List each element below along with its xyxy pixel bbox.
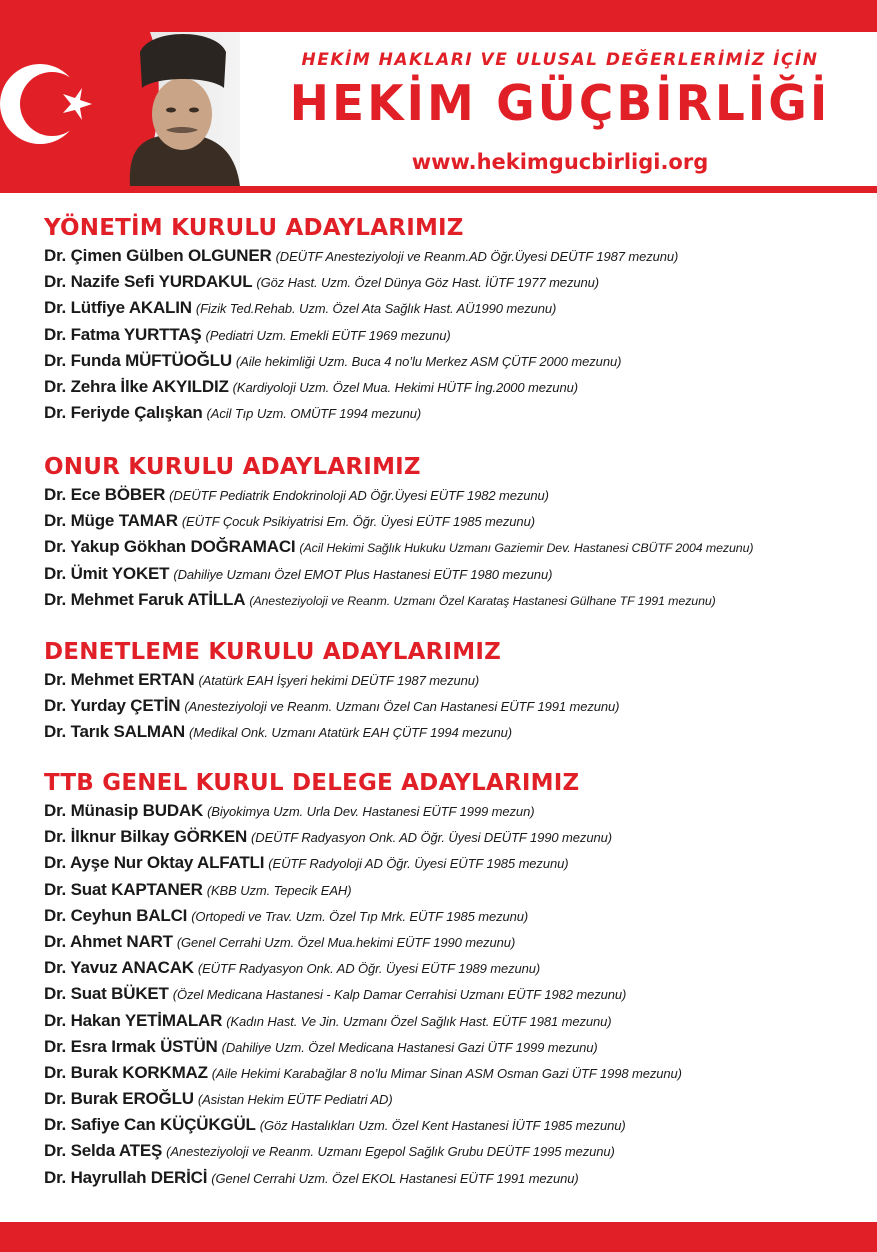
candidate-row xyxy=(44,1034,864,1060)
candidate-row xyxy=(44,981,864,1007)
candidate-details: (EÜTF Radyoloji AD Öğr. Üyesi EÜTF 1985 mezunu) xyxy=(268,856,569,872)
candidate-details: (Atatürk EAH İşyeri hekimi DEÜTF 1987 mezunu) xyxy=(198,673,480,688)
candidate-name: Dr. Suat BÜKET xyxy=(44,984,169,1004)
candidate-details: (Aile hekimliği Uzm. Buca 4 no’lu Merkez ASM ÇÜTF 2000 mezunu) xyxy=(235,353,622,369)
candidate-name: Dr. Feriyde Çalışkan xyxy=(44,403,203,423)
candidate-list xyxy=(44,798,864,1191)
section-ttb-genel-kurul xyxy=(44,768,864,1191)
section-title: DENETLEME KURULU ADAYLARIMIZ xyxy=(44,639,502,665)
candidate-name: Dr. İlknur Bilkay GÖRKEN xyxy=(44,827,248,847)
candidate-name: Dr. Tarık SALMAN xyxy=(44,722,186,742)
candidate-row xyxy=(44,903,864,929)
organization-title: HEKİM GÜÇBİRLİĞİ xyxy=(289,74,831,133)
candidate-details: (Anesteziyoloji ve Reanm. Uzmanı Özel Can Hastanesi EÜTF 1991 mezunu) xyxy=(184,699,620,715)
candidate-details: (DEÜTF Anesteziyoloji ve Reanm.AD Öğr.Üyesi DEÜTF 1987 mezunu) xyxy=(275,249,679,264)
candidate-row xyxy=(44,693,864,719)
candidate-details: (Biyokimya Uzm. Urla Dev. Hastanesi EÜTF 1999 mezun) xyxy=(207,804,535,819)
candidate-row xyxy=(44,400,864,426)
candidate-details: (Dahiliye Uzm. Özel Medicana Hastanesi Gazi ÜTF 1999 mezunu) xyxy=(221,1039,598,1055)
candidate-row xyxy=(44,1008,864,1034)
candidate-details: (Dahiliye Uzmanı Özel EMOT Plus Hastanesi EÜTF 1980 mezunu) xyxy=(173,566,553,582)
section-onur-kurulu xyxy=(44,452,864,613)
candidate-name: Dr. Fatma YURTTAŞ xyxy=(44,324,202,344)
candidate-name: Dr. Hayrullah DERİCİ xyxy=(44,1167,208,1187)
candidate-details: (Genel Cerrahi Uzm. Özel Mua.hekimi EÜTF 1990 mezunu) xyxy=(176,934,516,950)
candidate-details: (DEÜTF Radyasyon Onk. AD Öğr. Üyesi DEÜTF 1990 mezunu) xyxy=(251,830,612,846)
candidate-row xyxy=(44,1112,864,1138)
candidate-name: Dr. Mehmet ERTAN xyxy=(44,670,195,689)
candidate-row xyxy=(44,824,864,850)
candidate-row xyxy=(44,850,864,876)
candidate-row xyxy=(44,322,864,348)
candidate-name: Dr. Nazife Sefi YURDAKUL xyxy=(44,272,253,292)
candidate-details: (Özel Medicana Hastanesi - Kalp Damar Cerrahisi Uzmanı EÜTF 1982 mezunu) xyxy=(172,987,627,1003)
candidate-row xyxy=(44,719,864,745)
candidate-row xyxy=(44,534,864,560)
candidate-list xyxy=(44,667,864,746)
section-title: ONUR KURULU ADAYLARIMIZ xyxy=(44,454,421,480)
section-title: YÖNETİM KURULU ADAYLARIMIZ xyxy=(44,215,464,241)
section-yonetim-kurulu xyxy=(44,213,864,426)
candidate-details: (Kadın Hast. Ve Jin. Uzmanı Özel Sağlık Hast. EÜTF 1981 mezunu) xyxy=(226,1013,612,1029)
candidate-details: (Ortopedi ve Trav. Uzm. Özel Tıp Mrk. EÜTF 1985 mezunu) xyxy=(191,908,529,924)
candidate-details: (Aile Hekimi Karabağlar 8 no’lu Mimar Sinan ASM Osman Gazi ÜTF 1998 mezunu) xyxy=(211,1065,682,1081)
candidate-name: Dr. Yavuz ANACAK xyxy=(44,958,194,978)
candidate-name: Dr. Yakup Gökhan DOĞRAMACI xyxy=(44,537,296,557)
candidate-details: (DEÜTF Pediatrik Endokrinoloji AD Öğr.Üyesi EÜTF 1982 mezunu) xyxy=(169,488,549,503)
candidate-row xyxy=(44,269,864,295)
portrait-illustration xyxy=(0,32,240,186)
candidate-row xyxy=(44,955,864,981)
top-red-bar xyxy=(0,0,877,32)
candidate-details: (Genel Cerrahi Uzm. Özel EKOL Hastanesi EÜTF 1991 mezunu) xyxy=(211,1170,579,1186)
candidate-details: (Asistan Hekim EÜTF Pediatri AD) xyxy=(197,1092,393,1108)
bottom-red-bar xyxy=(0,1222,877,1252)
candidate-row xyxy=(44,1060,864,1086)
header-portrait-with-flag xyxy=(0,32,240,186)
candidate-name: Dr. Münasip BUDAK xyxy=(44,801,204,820)
candidate-row xyxy=(44,295,864,321)
candidate-row xyxy=(44,561,864,587)
candidate-name: Dr. Ceyhun BALCI xyxy=(44,905,188,925)
candidate-name: Dr. Ümit YOKET xyxy=(44,563,170,583)
section-title: TTB GENEL KURUL DELEGE ADAYLARIMIZ xyxy=(44,770,580,796)
candidate-details: (Anesteziyoloji ve Reanm. Uzmanı Egepol Sağlık Grubu DEÜTF 1995 mezunu) xyxy=(166,1144,615,1160)
candidate-details: (Kardiyoloji Uzm. Özel Mua. Hekimi HÜTF İng.2000 mezunu) xyxy=(232,379,578,395)
candidate-details: (Göz Hastalıkları Uzm. Özel Kent Hastanesi İÜTF 1985 mezunu) xyxy=(259,1118,626,1134)
candidate-row xyxy=(44,877,864,903)
candidate-row xyxy=(44,243,864,269)
candidate-row xyxy=(44,667,864,693)
candidate-name: Dr. Burak EROĞLU xyxy=(44,1089,194,1109)
candidate-name: Dr. Suat KAPTANER xyxy=(44,879,203,899)
website-url: www.hekimgucbirligi.org xyxy=(411,150,709,174)
candidate-name: Dr. Ece BÖBER xyxy=(44,485,166,504)
candidate-details: (EÜTF Çocuk Psikiyatrisi Em. Öğr. Üyesi EÜTF 1985 mezunu) xyxy=(181,514,535,530)
candidate-row xyxy=(44,798,864,824)
candidate-name: Dr. Yurday ÇETİN xyxy=(44,696,181,716)
candidate-row xyxy=(44,482,864,508)
header-subtitle: HEKİM HAKLARI VE ULUSAL DEĞERLERİMİZ İÇİN xyxy=(301,50,819,70)
candidate-name: Dr. Ahmet NART xyxy=(44,931,173,951)
candidate-name: Dr. Mehmet Faruk ATİLLA xyxy=(44,589,246,609)
candidate-name: Dr. Safiye Can KÜÇÜKGÜL xyxy=(44,1115,256,1135)
candidate-details: (Fizik Ted.Rehab. Uzm. Özel Ata Sağlık Hast. AÜ1990 mezunu) xyxy=(195,301,557,317)
candidate-row xyxy=(44,374,864,400)
candidate-list xyxy=(44,243,864,426)
header-divider xyxy=(0,186,877,193)
candidate-details: (KBB Uzm. Tepecik EAH) xyxy=(206,882,352,898)
candidate-details: (Anesteziyoloji ve Reanm. Uzmanı Özel Karataş Hastanesi Gülhane TF 1991 mezunu) xyxy=(249,593,716,608)
candidate-details: (Medikal Onk. Uzmanı Atatürk EAH ÇÜTF 1994 mezunu) xyxy=(189,725,513,741)
candidate-name: Dr. Selda ATEŞ xyxy=(44,1141,163,1161)
candidate-name: Dr. Zehra İlke AKYILDIZ xyxy=(44,376,229,396)
candidate-details: (Pediatri Uzm. Emekli EÜTF 1969 mezunu) xyxy=(205,327,451,343)
candidate-details: (EÜTF Radyasyon Onk. AD Öğr. Üyesi EÜTF 1989 mezunu) xyxy=(197,961,541,977)
candidate-row xyxy=(44,508,864,534)
candidate-row xyxy=(44,1138,864,1164)
candidate-details: (Göz Hast. Uzm. Özel Dünya Göz Hast. İÜTF 1977 mezunu) xyxy=(256,275,599,291)
candidate-details: (Acil Tıp Uzm. OMÜTF 1994 mezunu) xyxy=(206,406,422,422)
candidate-name: Dr. Müge TAMAR xyxy=(44,511,178,531)
candidate-row xyxy=(44,929,864,955)
candidate-row xyxy=(44,587,864,613)
candidate-row xyxy=(44,1086,864,1112)
candidate-list xyxy=(44,482,864,613)
candidate-name: Dr. Burak KORKMAZ xyxy=(44,1062,208,1082)
candidate-row xyxy=(44,1165,864,1191)
candidate-name: Dr. Çimen Gülben OLGUNER xyxy=(44,246,272,265)
candidate-name: Dr. Esra Irmak ÜSTÜN xyxy=(44,1036,218,1056)
section-denetleme-kurulu xyxy=(44,637,864,746)
portrait-face xyxy=(152,78,212,150)
candidate-name: Dr. Hakan YETİMALAR xyxy=(44,1010,223,1030)
candidate-row xyxy=(44,348,864,374)
candidate-name: Dr. Funda MÜFTÜOĞLU xyxy=(44,350,232,370)
candidate-name: Dr. Ayşe Nur Oktay ALFATLI xyxy=(44,853,265,873)
candidate-name: Dr. Lütfiye AKALIN xyxy=(44,298,192,318)
candidate-details: (Acil Hekimi Sağlık Hukuku Uzmanı Gaziemir Dev. Hastanesi CBÜTF 2004 mezunu) xyxy=(299,541,754,556)
